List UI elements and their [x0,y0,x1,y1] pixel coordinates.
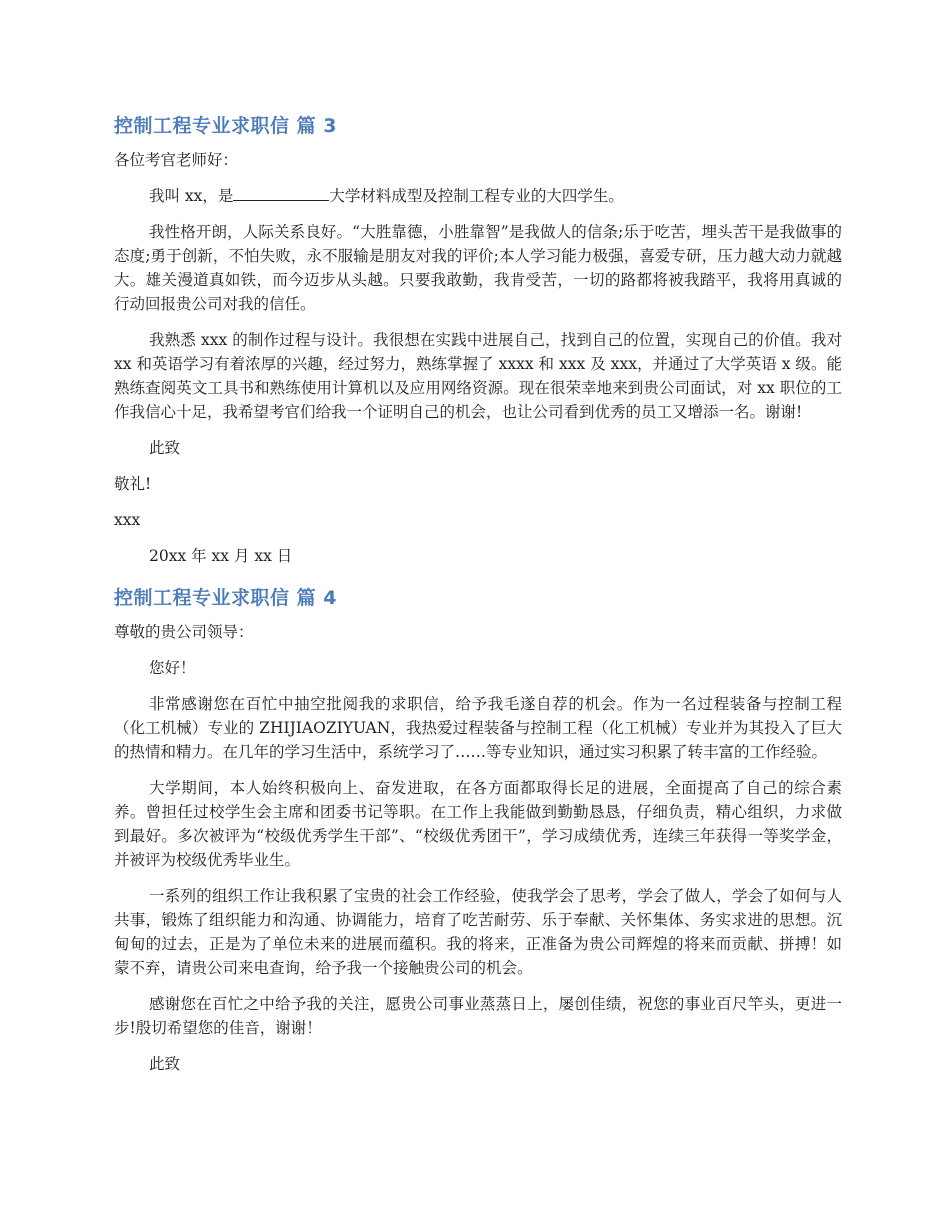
letter4-paragraph-2: 大学期间，本人始终积极向上、奋发进取，在各方面都取得长足的进展，全面提高了自己的综合素养。曾担任过校学生会主席和团委书记等职。在工作上我能做到勤勤恳恳，仔细负责，精心组织，力求做到最好。多次被评为“校级优秀学生干部”、“校级优秀团干”，学习成绩优秀，连续三年获得一等奖学金，并被评为校级优秀毕业生。 [114,779,842,869]
letter3-closing-2: 敬礼! [114,475,152,493]
letter3-paragraph-2: 我熟悉 xxx 的制作过程与设计。我很想在实践中进展自己，找到自己的位置，实现自己的价值。我对 xx 和英语学习有着浓厚的兴趣，经过努力，熟练掌握了 xxxx 和 xxx 及 xxx，并通过了大学英语 x 级。能熟练查阅英文工具书和熟练使用计算机以及应用网络资源。现在很荣幸地来到贵公司面试，对 xx 职位的工作我信心十足，我希望考官们给我一个证明自己的机会，也让公司看到优秀的员工又增添一名。谢谢! [114,331,842,421]
letter3-intro [114,184,842,208]
letter4-paragraph-3: 一系列的组织工作让我积累了宝贵的社会工作经验，使我学会了思考，学会了做人，学会了如何与人共事，锻炼了组织能力和沟通、协调能力，培育了吃苦耐劳、乐于奉献、关怀集体、务实求进的思想。沉甸甸的过去，正是为了单位未来的进展而蕴积。我的将来，正准备为贵公司辉煌的将来而贡献、拼搏！如蒙不弃，请贵公司来电查询，给予我一个接触贵公司的机会。 [114,887,842,977]
letter3-intro-after: 大学材料成型及控制工程专业的大四学生。 [329,187,624,205]
name-blank-line [233,186,329,201]
letter3-signature: xxx [114,511,141,529]
letter4-paragraph-1: 非常感谢您在百忙中抽空批阅我的求职信，给予我毛遂自荐的机会。作为一名过程装备与控制工程（化工机械）专业的 ZHIJIAOZIYUAN，我热爱过程装备与控制工程（化工机械）专业并为其投入了巨大的热情和精力。在几年的学习生活中，系统学习了……等专业知识，通过实习积累了转丰富的工作经验。 [114,695,842,761]
letter3-intro-before: 我叫 xx，是 [149,187,234,205]
letter4-greeting: 您好！ [149,659,196,677]
letter3-closing-1: 此致 [149,439,181,457]
letter4-heading: 控制工程专业求职信 篇 4 [114,587,337,609]
letter3-date: 20xx 年 xx 月 xx 日 [149,547,293,565]
letter3-salutation: 各位考官老师好： [114,151,239,169]
letter3-heading: 控制工程专业求职信 篇 3 [114,115,337,137]
letter4-paragraph-4: 感谢您在百忙之中给予我的关注，愿贵公司事业蒸蒸日上，屡创佳绩，祝您的事业百尺竿头，更进一步!殷切希望您的佳音，谢谢！ [114,995,842,1037]
letter4-closing-1: 此致 [149,1055,181,1073]
document-page [114,112,842,1088]
letter3-paragraph-1: 我性格开朗，人际关系良好。“大胜靠德，小胜靠智”是我做人的信条;乐于吃苦，埋头苦干是我做事的态度;勇于创新，不怕失败，永不服输是朋友对我的评价;本人学习能力极强，喜爱专研，压力越大动力就越大。雄关漫道真如铁，而今迈步从头越。只要我敢勤，我肯受苦，一切的路都将被我踏平，我将用真诚的行动回报贵公司对我的信任。 [114,223,842,313]
letter4-salutation: 尊敬的贵公司领导： [114,623,254,641]
